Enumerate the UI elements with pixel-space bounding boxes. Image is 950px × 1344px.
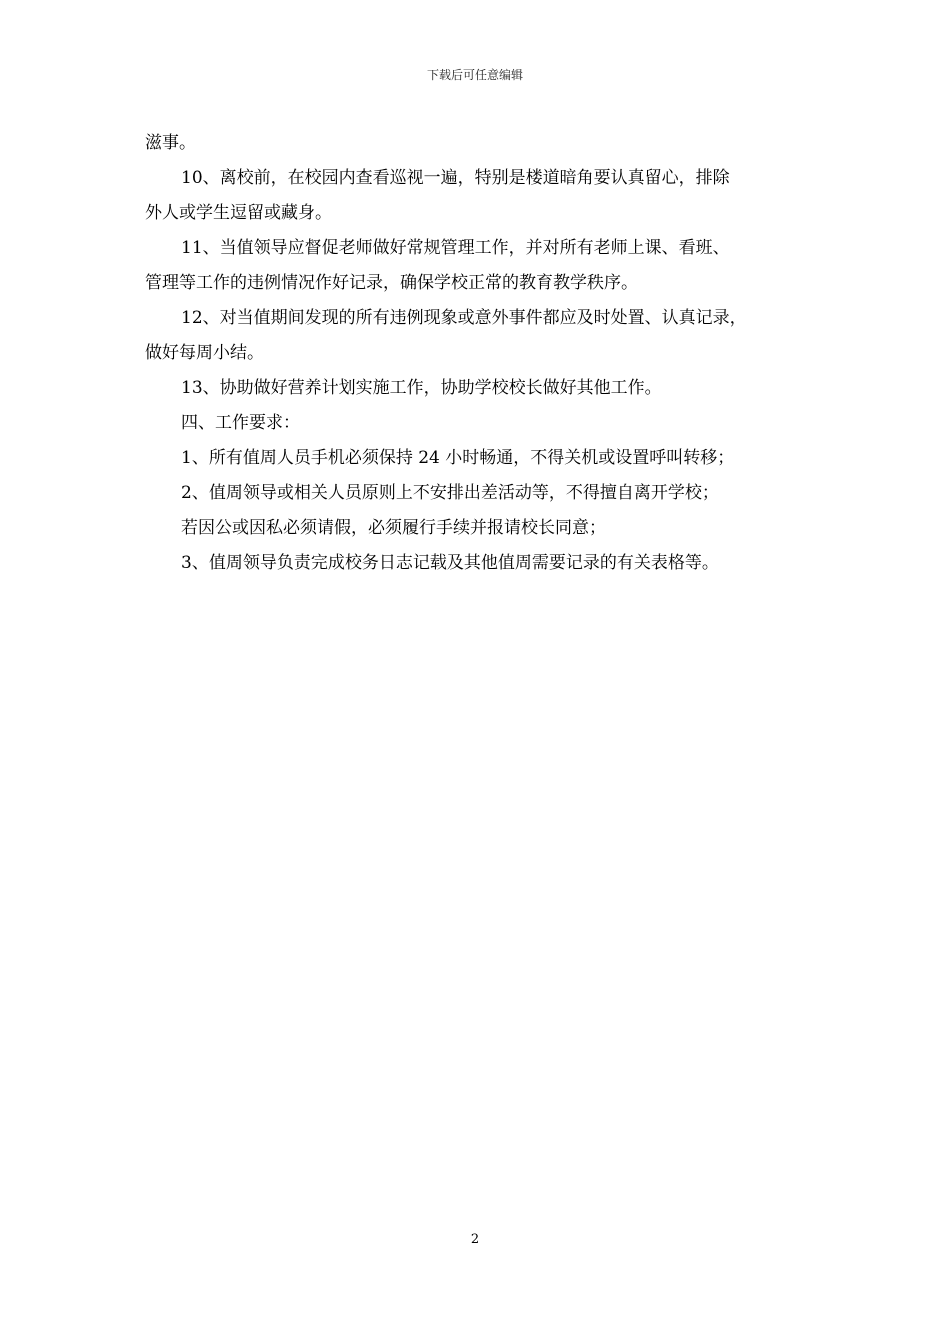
text-line: 10、离校前，在校园内查看巡视一遍，特别是楼道暗角要认真留心，排除 — [181, 168, 730, 188]
text-line: 滋事。 — [145, 133, 196, 153]
text-line: 外人或学生逗留或藏身。 — [145, 203, 332, 223]
requirement-item-1 — [145, 441, 815, 476]
text-line: 13、协助做好营养计划实施工作，协助学校校长做好其他工作。 — [181, 378, 662, 398]
text-line: 12、对当值期间发现的所有违例现象或意外事件都应及时处置、认真记录， — [181, 308, 747, 328]
requirement-item-3 — [145, 546, 815, 581]
body-text — [145, 126, 815, 581]
text-line: 11、当值领导应督促老师做好常规管理工作，并对所有老师上课、看班、 — [181, 238, 730, 258]
text-line: 四、工作要求： — [181, 413, 300, 433]
text-line: 管理等工作的违例情况作好记录，确保学校正常的教育教学秩序。 — [145, 273, 638, 293]
text-line: 1、所有值周人员手机必须保持 24 小时畅通，不得关机或设置呼叫转移； — [181, 448, 735, 468]
paragraph-item-11 — [145, 231, 815, 301]
page-number: 2 — [470, 1232, 480, 1247]
section-heading — [145, 406, 815, 441]
text-line: 3、值周领导负责完成校务日志记载及其他值周需要记录的有关表格等。 — [181, 553, 719, 573]
paragraph-item-10 — [145, 161, 815, 231]
text-line: 若因公或因私必须请假，必须履行手续并报请校长同意； — [181, 518, 606, 538]
text-line: 2、值周领导或相关人员原则上不安排出差活动等，不得擅自离开学校； — [181, 483, 719, 503]
paragraph-continuation — [145, 126, 815, 161]
paragraph-item-12 — [145, 301, 815, 371]
text-line: 做好每周小结。 — [145, 343, 264, 363]
requirement-item-2 — [145, 476, 815, 546]
paragraph-item-13 — [145, 371, 815, 406]
header-note: 下载后可任意编辑 — [426, 68, 523, 82]
